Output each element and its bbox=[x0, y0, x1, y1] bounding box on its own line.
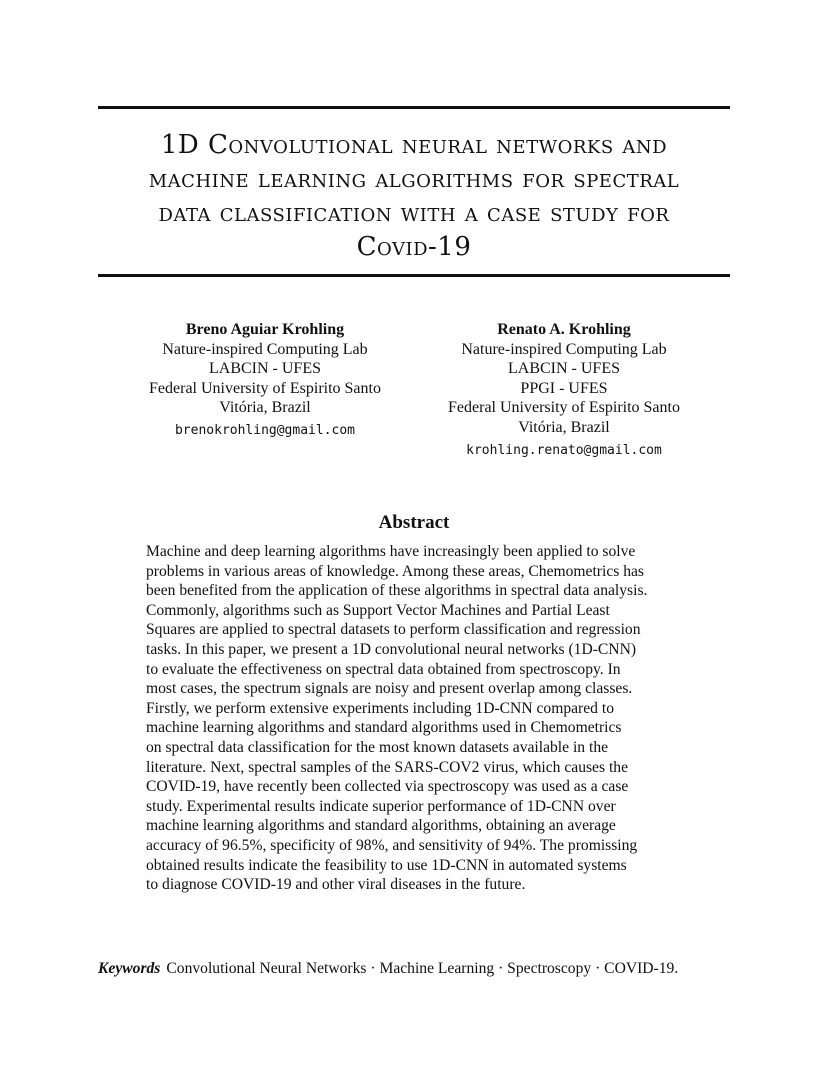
abstract-line: to diagnose COVID-19 and other viral diseases in the future. bbox=[146, 876, 526, 894]
author-block bbox=[120, 320, 410, 441]
abstract-line: COVID-19, have recently been collected via spectroscopy was used as a case bbox=[146, 778, 629, 796]
keywords bbox=[98, 960, 738, 978]
abstract-line: most cases, the spectrum signals are noisy and present overlap among classes. bbox=[146, 680, 633, 698]
affiliation-line: Vitória, Brazil bbox=[219, 399, 311, 417]
abstract-line: Machine and deep learning algorithms have increasingly been applied to solve bbox=[146, 543, 636, 560]
affiliation-line: LABCIN - UFES bbox=[507, 360, 620, 378]
abstract-line: problems in various areas of knowledge. Among these areas, Chemometrics has bbox=[146, 562, 645, 580]
abstract-body bbox=[146, 542, 686, 895]
affiliation-line: Federal University of Espirito Santo bbox=[149, 379, 381, 397]
title-top-rule bbox=[98, 106, 730, 109]
arxiv-side-identifier bbox=[22, 288, 54, 768]
abstract-line: accuracy of 96.5%, specificity of 98%, and sensitivity of 94%. The promissing bbox=[146, 836, 638, 854]
abstract-line: been benefited from the application of these algorithms in spectral data analysis. bbox=[146, 582, 648, 600]
author-block bbox=[419, 320, 709, 460]
affiliation-line: Nature-inspired Computing Lab bbox=[162, 340, 368, 358]
abstract-line: tasks. In this paper, we present a 1D convolutional neural networks (1D-CNN) bbox=[146, 640, 637, 658]
abstract-line: obtained results indicate the feasibility to use 1D-CNN in automated systems bbox=[146, 856, 627, 874]
affiliation-line: Nature-inspired Computing Lab bbox=[461, 340, 667, 358]
title-bottom-rule bbox=[98, 274, 730, 277]
abstract-line: on spectral data classification for the most known datasets available in the bbox=[146, 738, 609, 756]
keywords-text: Convolutional Neural Networks · Machine Learning · Spectroscopy · COVID-19. bbox=[166, 960, 679, 977]
affiliation-line: LABCIN - UFES bbox=[208, 360, 321, 378]
abstract-line: literature. Next, spectral samples of the SARS-COV2 virus, which causes the bbox=[146, 758, 628, 776]
abstract-heading: Abstract bbox=[378, 512, 450, 533]
abstract-line: Commonly, algorithms such as Support Vector Machines and Partial Least bbox=[146, 601, 610, 619]
paper-title bbox=[98, 128, 730, 264]
title-line: data classification with a case study for bbox=[158, 198, 670, 228]
author-name: Breno Aguiar Krohling bbox=[185, 321, 345, 338]
abstract-line: machine learning algorithms and standard algorithms used in Chemometrics bbox=[146, 719, 622, 737]
author-email[interactable]: brenokrohling@gmail.com bbox=[174, 422, 355, 438]
author-email[interactable]: krohling.renato@gmail.com bbox=[466, 442, 662, 458]
author-name: Renato A. Krohling bbox=[497, 321, 631, 338]
abstract-line: to evaluate the effectiveness on spectral data obtained from spectroscopy. In bbox=[146, 660, 621, 678]
title-line: machine learning algorithms for spectral bbox=[148, 164, 680, 194]
affiliation-line: Vitória, Brazil bbox=[518, 418, 610, 436]
abstract-line: machine learning algorithms and standard algorithms, obtaining an average bbox=[146, 817, 616, 835]
title-line: Covid-19 bbox=[356, 232, 472, 262]
title-line: 1D Convolutional neural networks and bbox=[160, 130, 668, 160]
keywords-label: Keywords bbox=[98, 960, 161, 977]
abstract-line: study. Experimental results indicate superior performance of 1D-CNN over bbox=[146, 797, 616, 815]
abstract-line: Firstly, we perform extensive experiments including 1D-CNN compared to bbox=[146, 699, 614, 717]
abstract-line: Squares are applied to spectral datasets to perform classification and regression bbox=[146, 621, 641, 639]
affiliation-line: Federal University of Espirito Santo bbox=[448, 399, 680, 417]
affiliation-line: PPGI - UFES bbox=[520, 379, 608, 397]
